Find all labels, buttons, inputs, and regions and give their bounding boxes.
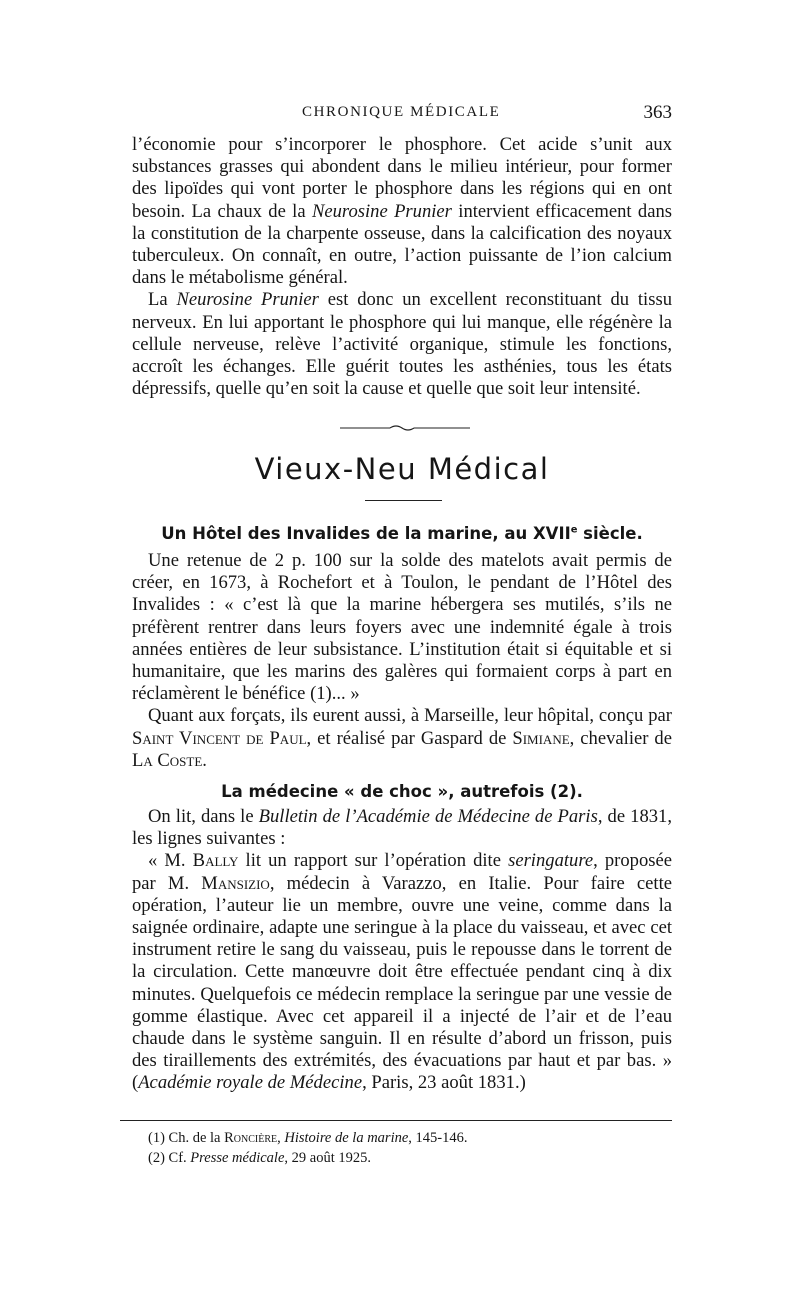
ornament-divider xyxy=(340,423,470,433)
footnote-rule xyxy=(120,1120,672,1121)
section-title: Vieux-Neu Médical xyxy=(254,452,550,486)
intro-text xyxy=(132,134,672,400)
article-2-title: La médecine « de choc », autrefois (2). xyxy=(221,782,583,801)
intro-paragraph-2: La Neurosine Prunier est donc un excellent reconstituant du tissu nerveux. En lui apportant le phosphore qui lui manque, elle régénère la cellule nerveuse, relève l’activité organique, stimule les fonctions, accroît les échanges. Elle guérit toutes les asthénies, tous les états dépressifs, quelle qu’en soit la cause et quelle que soit leur intensité. xyxy=(132,289,672,400)
running-head xyxy=(132,104,672,128)
article-2-paragraph-1: On lit, dans le Bulletin de l’Académie de Médecine de Paris, de 1831, les lignes suivantes : xyxy=(132,806,672,850)
intro-paragraph-1: l’économie pour s’incorporer le phosphore. Cet acide s’unit aux substances grasses qui abondent dans le milieu intérieur, pour former des lipoïdes qui vont porter le phosphore dans les régions qui en ont besoin. La chaux de la Neurosine Prunier intervient efficacement dans la constitution de la charpente osseuse, dans la calcification des noyaux tuberculeux. On connaît, en outre, l’action puissante de l’ion calcium dans le métabolisme général. xyxy=(132,134,672,289)
footnotes xyxy=(132,1128,672,1168)
page-number: 363 xyxy=(643,102,672,123)
article-1-title: Un Hôtel des Invalides de la marine, au XVIIe siècle. xyxy=(161,524,643,543)
section-rule xyxy=(365,500,442,501)
article-2-text xyxy=(132,806,672,1095)
footnote-2: (2) Cf. Presse médicale, 29 août 1925. xyxy=(148,1150,371,1166)
article-1-paragraph-2: Quant aux forçats, ils eurent aussi, à Marseille, leur hôpital, conçu par Saint Vincent de Paul, et réalisé par Gaspard de Simiane, chevalier de La Coste. xyxy=(132,705,672,771)
footnote-1: (1) Ch. de la Roncière, Histoire de la marine, 145-146. xyxy=(148,1130,468,1146)
running-head-title: CHRONIQUE MÉDICALE xyxy=(302,104,501,120)
article-1-text xyxy=(132,550,672,772)
article-1-paragraph-1: Une retenue de 2 p. 100 sur la solde des matelots avait permis de créer, en 1673, à Rochefort et à Toulon, le pendant de l’Hôtel des Invalides : « c’est là que la marine hébergera ses mutilés, s’ils ne préfèrent rentrer dans leurs foyers avec une indemnité égale à trois années entières de leur subsistance. L’institution était si équitable et si humanitaire, que les marins des galères qui formaient corps à part en réclamèrent le bénéfice (1)... » xyxy=(132,550,672,705)
article-2-paragraph-2: « M. Bally lit un rapport sur l’opération dite seringature, proposée par M. Mansizio, médecin à Varazzo, en Italie. Pour faire cette opération, l’auteur lie un membre, ouvre une veine, comme dans la saignée ordinaire, adapte une seringue à la place du vaisseau, et avec cet instrument retire le sang du vaisseau, puis le repousse dans le torrent de la circulation. Cette manœuvre doit être effectuée pendant cinq à dix minutes. Quelquefois ce médecin remplace la seringue par une vessie de gomme élastique. Avec cet appareil il a injecté de l’air et de l’eau chaude dans le système sanguin. Il en résulte d’abord un frisson, puis des tiraillements des extrémités, des évacuations par haut et par bas. » (Académie royale de Médecine, Paris, 23 août 1831.) xyxy=(132,850,672,1094)
